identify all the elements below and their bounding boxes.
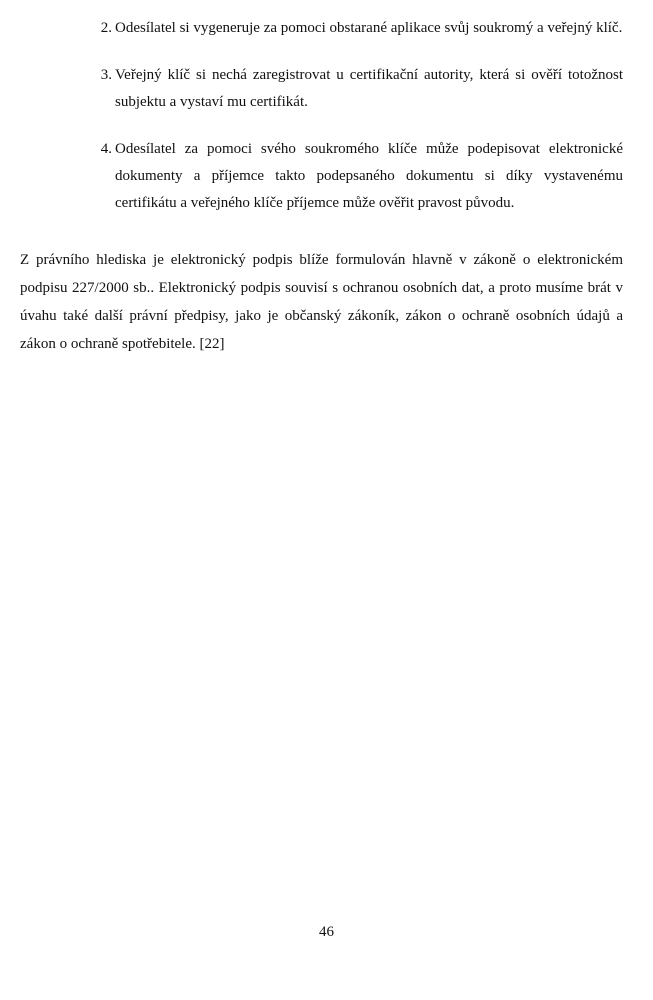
list-item-number: 2. (100, 20, 112, 36)
list-item-text: Veřejný klíč si nechá zaregistrovat u certifikační autority, která si ověří totožnost subjektu a vystaví mu certifikát. (115, 67, 623, 110)
list-item (88, 136, 623, 217)
list-item-number: 4. (100, 141, 112, 157)
body-paragraph: Z právního hlediska je elektronický podpis blíže formulován hlavně v zákoně o elektronickém podpisu 227/2000 sb.. Elektronický podpis souvisí s ochranou osobních dat, a proto musíme brát v úvahu také další právní předpisy, jako je občanský zákoník, zákon o ochraně osobních údajů a zákon o ochraně spotřebitele. [22] (20, 252, 623, 352)
list-item-number: 3. (100, 67, 112, 83)
list-item (88, 15, 623, 42)
numbered-list (88, 15, 623, 237)
list-item-text: Odesílatel za pomoci svého soukromého klíče může podepisovat elektronické dokumenty a příjemce takto podepsaného dokumentu si díky vystavenému certifikátu a veřejného klíče příjemce může ověřit pravost původu. (115, 141, 623, 211)
page-number: 46 (319, 924, 334, 940)
list-item-text: Odesílatel si vygeneruje za pomoci obstarané aplikace svůj soukromý a veřejný klíč. (115, 20, 623, 36)
list-item (88, 62, 623, 116)
